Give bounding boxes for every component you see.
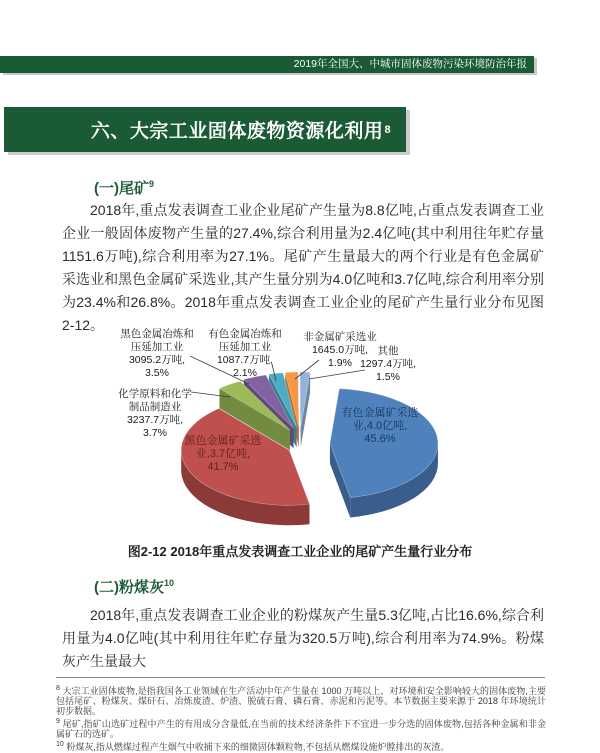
subsection-heading-flyash xyxy=(94,576,174,597)
subsection-heading-flyash-text: (二)粉煤灰 xyxy=(94,579,164,596)
flyash-paragraph: 2018年,重点发表调查工业企业的粉煤灰产生量5.3亿吨,占比16.6%,综合利用量为4.0亿吨(其中利用往年贮存量为320.5万吨),综合利用率为74.9%。粉煤灰产生量最大 xyxy=(62,607,544,669)
subsection-heading-tailings-ref: 9 xyxy=(149,179,155,189)
slice-label-有色金属冶炼和压延加工业: 有色金属冶炼和压延加工业 1087.7万吨, 2.1% xyxy=(208,328,282,379)
footnote-8-ref: 8 xyxy=(56,685,60,692)
pie-slice-其他 xyxy=(300,372,310,447)
footnote-9 xyxy=(56,717,546,739)
tailings-pie-chart xyxy=(52,316,552,544)
footnote-9-text: 尾矿,指矿山选矿过程中产生的有用成分含量低,在当前的技术经济条件下不宜进一步分选的固体废物,包括各种金属和非金属矿石的选矿。 xyxy=(56,719,546,739)
footnote-10-text: 粉煤灰,指从燃煤过程产生烟气中收捕下来的细微固体颗粒物,不包括从燃煤设施炉膛排出的灰渣。 xyxy=(66,742,450,752)
subsection-heading-flyash-ref: 10 xyxy=(164,578,175,588)
chapter-title-banner xyxy=(4,107,406,152)
slice-label-有色金属矿采选业: 有色金属矿采选业,4.0亿吨, 45.6% xyxy=(341,407,419,445)
slice-label-黑色金属矿采选业: 黑色金属矿采选业,3.7亿吨, 41.7% xyxy=(184,435,262,473)
slice-label-黑色金属冶炼和压延加工业: 黑色金属冶炼和压延加工业 3095.2万吨, 3.5% xyxy=(120,328,194,379)
chapter-footnote-ref: 8 xyxy=(384,123,392,136)
running-title: 2019年全国大、中城市固体废物污染环境防治年报 xyxy=(293,58,527,70)
subsection-heading-tailings xyxy=(94,177,154,198)
slice-label-非金属矿采选业: 非金属矿采选业 1645.0万吨, 1.9% xyxy=(303,331,377,369)
footnote-10 xyxy=(56,740,546,752)
chapter-title: 六、大宗工业固体废物资源化利用 xyxy=(90,121,384,142)
footnote-separator xyxy=(56,677,545,678)
page-header-bar xyxy=(0,56,534,73)
tailings-paragraph: 2018年,重点发表调查工业企业尾矿产生量为8.8亿吨,占重点发表调查工业企业一般固体废物产生量的27.4%,综合利用量为2.4亿吨(其中利用往年贮存量1151.6万吨),综合利用率为27.1%。尾矿产生量最大的两个行业是有色金属矿采选业和黑色金属矿采选业,其产生量分别为4.0亿吨和3.7亿吨,综合利用率分别为23.4%和26.8%。2018年重点发表调查工业企业的尾矿产生量行业分布见图2-12。 xyxy=(62,202,544,333)
footnotes xyxy=(56,684,546,753)
leader-line-其他 xyxy=(309,370,365,379)
pie-chart-figure xyxy=(52,316,552,544)
footnote-9-ref: 9 xyxy=(56,718,60,725)
subsection-heading-tailings-text: (一)尾矿 xyxy=(94,180,149,197)
figure-caption: 图2-12 2018年重点发表调查工业企业的尾矿产生量行业分布 xyxy=(127,544,473,559)
slice-label-其他: 其他 1297.4万吨, 1.5% xyxy=(359,345,417,383)
footnote-8-text: 大宗工业固体废物,是指我国各工业领域在生产活动中年产生量在 1000 万吨以上、对环境和安全影响较大的固体废物,主要包括尾矿、粉煤灰、煤矸石、冶炼废渣、炉渣、脱硫石膏、磷石膏、赤泥和污泥等。本节数据主要来源于 2018 年环境统计初步数据。 xyxy=(56,686,546,716)
footnote-10-ref: 10 xyxy=(56,741,64,748)
slice-label-化学原料和化学制品制造业: 化学原料和化学制品制造业 3237.7万吨, 3.7% xyxy=(118,388,192,439)
footnote-8 xyxy=(56,684,546,716)
